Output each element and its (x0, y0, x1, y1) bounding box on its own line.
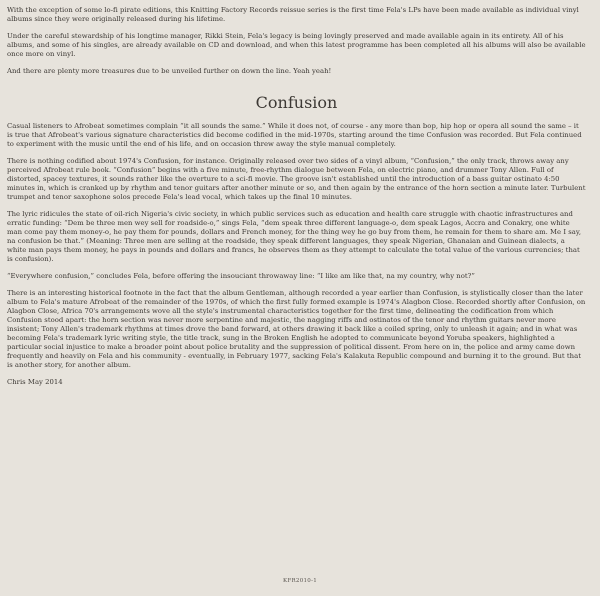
body-paragraph-2: There is nothing codified about 1974's Confusion, for instance. Originally released over two sides of a vinyl album, “Confusion,” the only track, throws away any perceived Afrobeat rule book. “Confusion” begins with a five minute, free-rhythm dialogue between Fela, on electric piano, and drummer Tony Allen. Full of distorted, spacey textures, it sounds rather like the overture to a sci-fi movie. The groove isn't established until the introduction of a bass guitar ostinato 4:50 minutes in, which is cranked up by rhythm and tenor guitars after another minute or so, and then again by the entrance of the horn section a minute later. Turbulent trumpet and tenor saxophone solos precede Fela's lead vocal, which takes up the final 10 minutes. (7, 157, 586, 201)
intro-paragraph-2: Under the careful stewardship of his longtime manager, Rikki Stein, Fela's legacy is being lovingly preserved and made available again in its entirety. All of his albums, and some of his singles, are already available on CD and download, and when this latest programme has been completed all his albums will also be available once more on vinyl. (7, 32, 586, 58)
author-signature: Chris May 2014 (7, 378, 63, 386)
catalog-number: KFR2010-1 (282, 578, 318, 584)
body-paragraph-5: There is an interesting historical footnote in the fact that the album Gentleman, although recorded a year earlier than Confusion, is stylistically closer than the later album to Fela's mature Afrobeat of the remainder of the 1970s, of which the first fully formed example is 1974's Alagbon Close. Recorded shortly after Confusion, on Alagbon Close, Africa 70's arrangements wove all the style's instrumental characteristics together for the first time, delineating the codification from which Confusion stood apart: the horn section was never more serpentine and majestic, the nagging riffs and ostinatos of the tenor and rhythm guitars never more insistent; Tony Allen's trademark rhythms at times drove the band forward, at others drawing it back like a coiled spring, only to unleash it again; and in what was becoming Fela's trademark lyric writing style, the title track, sung in the Broken English he adopted to communicate beyond Yoruba speakers, highlighted a particular social injustice to make a broader point about police brutality and the suppression of political dissent. From here on in, the police and army came down frequently and heavily on Fela and his community - eventually, in February 1977, sacking Fela's Kalakuta Republic compound and burning it to the ground. But that is another story, for another album. (7, 289, 586, 369)
body-paragraph-1: Casual listeners to Afrobeat sometimes complain “it all sounds the same.” While it does not, of course - any more than bop, hip hop or opera all sound the same – it is true that Afrobeat's various signature characteristics did become codified in the mid-1970s, starting around the time Confusion was recorded. But Fela continued to experiment with the music until the end of his life, and on occasion threw away the style manual completely. (7, 122, 582, 148)
album-title: Confusion (255, 93, 338, 112)
body-paragraph-4: “Everywhere confusion,” concludes Fela, before offering the insouciant throwaway line: “I like am like that, na my country, why not?” (7, 272, 475, 280)
intro-paragraph-1: With the exception of some lo-fi pirate editions, this Knitting Factory Records reissue series is the first time Fela's LPs have been made available as individual vinyl albums since they were originally released during his lifetime. (7, 6, 579, 23)
body-paragraph-3: The lyric ridicules the state of oil-rich Nigeria's civic society, in which public services such as education and health care struggle with chaotic infrastructures and erratic funding: “Dem be three men wey sell for roadside-o,” sings Fela, “dem speak three different language-o, dem speak Lagos, Accra and Conakry, one white man come pay them money-o, he pay them for pounds, dollars and French money, for the thing wey he go buy from them, he remain for them to share am. Me I say, na confusion be that.” (Meaning: Three men are selling at the roadside, they speak different languages, they speak Nigerian, Ghanaian and Guinean dialects, a white man pays them money, he pays in pounds and dollars and francs, he observes them as they attempt to calculate the total value of the various currencies; that is confusion). (7, 210, 582, 263)
intro-paragraph-3: And there are plenty more treasures due to be unveiled further on down the line. Yeah yeah! (7, 67, 332, 75)
